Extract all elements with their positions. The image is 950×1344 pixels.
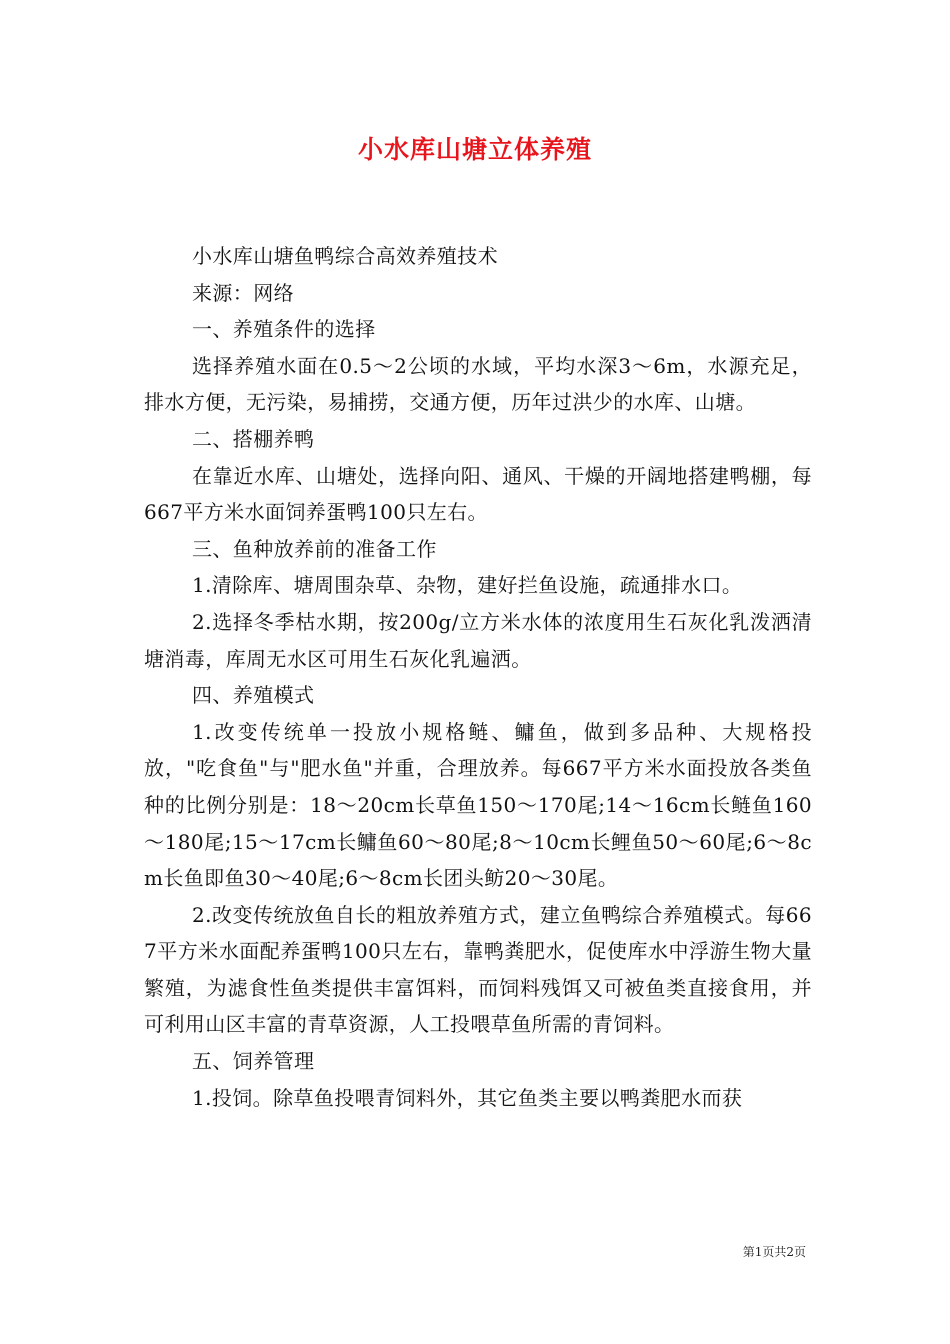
paragraph-text: 1.清除库、塘周围杂草、杂物，建好拦鱼设施，疏通排水口。 — [192, 573, 743, 598]
paragraph-text: 2.改变传统放鱼自长的粗放养殖方式，建立鱼鸭综合养殖模式。每667平方米水面配养蛋鸭100只左右，靠鸭粪肥水，促使库水中浮游生物大量繁殖，为滤食性鱼类提供丰富饵料，而饲料残饵又可被鱼类直接食用，并可利用山区丰富的青草资源，人工投喂草鱼所需的青饲料。 — [144, 902, 812, 1037]
section-heading-5: 五、饲养管理 — [192, 1049, 315, 1074]
document-body — [144, 238, 812, 1116]
paragraph-text: 在靠近水库、山塘处，选择向阳、通风、干燥的开阔地搭建鸭棚，每667平方米水面饲养蛋鸭100只左右。 — [144, 463, 812, 525]
section-heading-3: 三、鱼种放养前的准备工作 — [192, 536, 437, 561]
section-heading-4: 四、养殖模式 — [192, 683, 315, 708]
document-title: 小水库山塘立体养殖 — [357, 135, 592, 164]
paragraph-subtitle: 小水库山塘鱼鸭综合高效养殖技术 — [192, 244, 498, 268]
paragraph-text: 2.选择冬季枯水期，按200g/立方米水体的浓度用生石灰化乳泼洒清塘消毒，库周无水区可用生石灰化乳遍洒。 — [144, 609, 812, 671]
paragraph-source: 来源：网络 — [192, 280, 294, 305]
page-number: 第1页共2页 — [742, 1245, 806, 1259]
paragraph-text: 1.改变传统单一投放小规格鲢、鳙鱼，做到多品种、大规格投放，"吃食鱼"与"肥水鱼"并重，合理放养。每667平方米水面投放各类鱼种的比例分别是：18～20cm长草鱼150～170尾;14～16cm长鲢鱼160～180尾;15～17cm长鳙鱼60～80尾;8～10cm长鲤鱼50～60尾;6～8cm长鱼即鱼30～40尾;6～8cm长团头鲂20～30尾。 — [144, 719, 812, 891]
paragraph-text: 选择养殖水面在0.5～2公顷的水域，平均水深3～6m，水源充足，排水方便，无污染，易捕捞，交通方便，历年过洪少的水库、山塘。 — [144, 353, 812, 415]
section-heading-2: 二、搭棚养鸭 — [192, 426, 315, 451]
section-heading-1: 一、养殖条件的选择 — [192, 317, 376, 342]
paragraph-text: 1.投饲。除草鱼投喂青饲料外，其它鱼类主要以鸭粪肥水而获 — [192, 1085, 743, 1110]
